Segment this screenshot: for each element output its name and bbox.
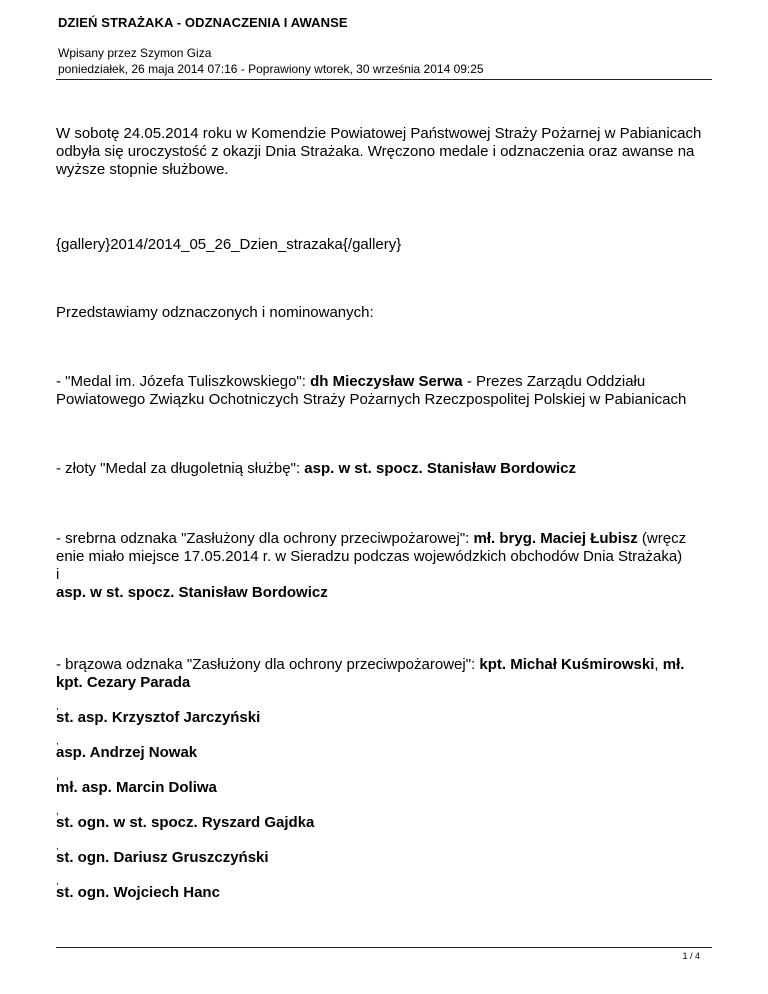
entry-note: (wręcz enie miało miejsce 17.05.2014 r. w Sieradzu podczas wojewódzkich obchodów Dnia Strażaka) [56,530,687,565]
gallery-tag: {gallery}2014/2014_05_26_Dzien_strazaka{/gallery} [56,236,402,253]
entry-prefix: - brązowa odznaka "Zasłużony dla ochrony przeciwpożarowej": [56,656,480,673]
recipient-name: asp. w st. spocz. Stanisław Bordowicz [304,460,577,477]
recipient-name: mł. bryg. Maciej Łubisz [473,530,638,547]
recipient-name: st. ogn. w st. spocz. Ryszard Gajdka [56,814,315,831]
conjunction: i [56,566,60,583]
recipient-name: mł. kpt. Cezary Parada [56,656,685,691]
footer-divider [56,947,712,948]
header-divider [56,79,712,80]
recipient-name: dh Mieczysław Serwa [310,373,463,390]
entry-prefix: - srebrna odznaka "Zasłużony dla ochrony przeciwpożarowej": [56,530,474,547]
document-page [56,0,712,994]
recipient-name: asp. Andrzej Nowak [56,744,198,761]
entry-prefix: - złoty "Medal za długoletnią służbę": [56,460,305,477]
entry-suffix: - Prezes Zarządu Oddziału Powiatowego Związku Ochotniczych Straży Pożarnych Rzeczpospolitej Polskiej w Pabianicach [56,373,687,408]
page-number: 1 / 4 [682,951,700,961]
medal-tuliszkowski-entry [56,373,712,409]
recipient-name: st. ogn. Wojciech Hanc [56,884,220,901]
recipient-name: kpt. Michał Kuśmirowski [479,656,655,673]
recipient-name: asp. w st. spocz. Stanisław Bordowicz [56,584,328,601]
list-comma: , [56,771,59,782]
list-comma: , [56,876,59,887]
odznaka-srebrna-entry [56,530,712,602]
medal-zloty-entry [56,460,712,478]
odznaka-brazowa-entry [56,656,712,692]
recipient-name: st. ogn. Dariusz Gruszczyński [56,849,269,866]
list-comma: , [56,841,59,852]
presentation-line: Przedstawiamy odznaczonych i nominowanych: [56,304,374,321]
entry-prefix: - "Medal im. Józefa Tuliszkowskiego": [56,373,311,390]
separator: , [654,656,663,673]
page-title: DZIEŃ STRAŻAKA - ODZNACZENIA I AWANSE [58,15,348,30]
recipient-name: mł. asp. Marcin Doliwa [56,779,217,796]
list-comma: , [56,736,59,747]
author-line: Wpisany przez Szymon Giza [58,46,212,60]
list-comma: , [56,701,59,712]
article-meta [58,45,484,77]
list-comma: , [56,806,59,817]
date-line: poniedziałek, 26 maja 2014 07:16 - Poprawiony wtorek, 30 września 2014 09:25 [58,62,484,76]
recipient-name: st. asp. Krzysztof Jarczyński [56,709,261,726]
intro-paragraph: W sobotę 24.05.2014 roku w Komendzie Powiatowej Państwowej Straży Pożarnej w Pabianicach odbyła się uroczystość z okazji Dnia Strażaka. Wręczono medale i odznaczenia oraz awanse na wyższe stopnie służbowe. [56,125,702,178]
